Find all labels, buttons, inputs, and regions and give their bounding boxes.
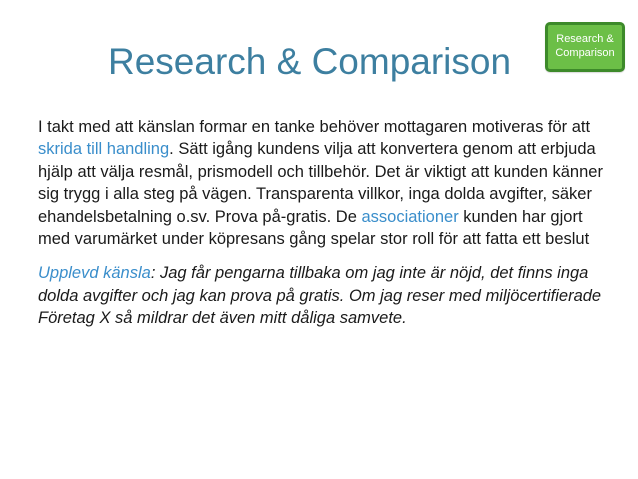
badge-line-2: Comparison bbox=[555, 47, 615, 59]
paragraph-text: . Sätt igång kundens vilja att konvertera genom att erbjuda hjälp att välja resmål, prismodell och tillbehör. Det är viktigt att kunden känner sig trygg i alla steg på vägen. Transparenta villkor, inga dolda avgifter, säker ehandelsbetalning o.sv. Prova på-gratis. De bbox=[38, 140, 603, 226]
paragraph-text: I takt med att känslan formar en tanke behöver mottagaren motiveras för att bbox=[38, 118, 591, 136]
paragraph-text: kunden har gjort med varumärket under köpresans gång spelar stor roll för att fatta ett beslut bbox=[38, 207, 590, 249]
paragraph-motivation bbox=[38, 116, 613, 250]
paragraph-perceived-feeling bbox=[38, 262, 613, 329]
section-tag-badge bbox=[545, 22, 625, 72]
slide-title: Research & Comparison bbox=[108, 41, 512, 82]
badge-line-1: Research & bbox=[556, 33, 614, 45]
slide-body bbox=[38, 116, 613, 330]
highlight-skrida-till-handling: skrida till handling bbox=[38, 140, 170, 159]
paragraph-text: : Jag får pengarna tillbaka om jag inte är nöjd, det finns inga dolda avgifter och jag kan prova på gratis. Om jag reser med miljöcertifierade Företag X så mildrar det även mitt dåliga samvete. bbox=[38, 264, 602, 328]
highlight-associationer: associationer bbox=[361, 207, 459, 226]
highlight-upplevd-kansla: Upplevd känsla bbox=[38, 264, 151, 283]
